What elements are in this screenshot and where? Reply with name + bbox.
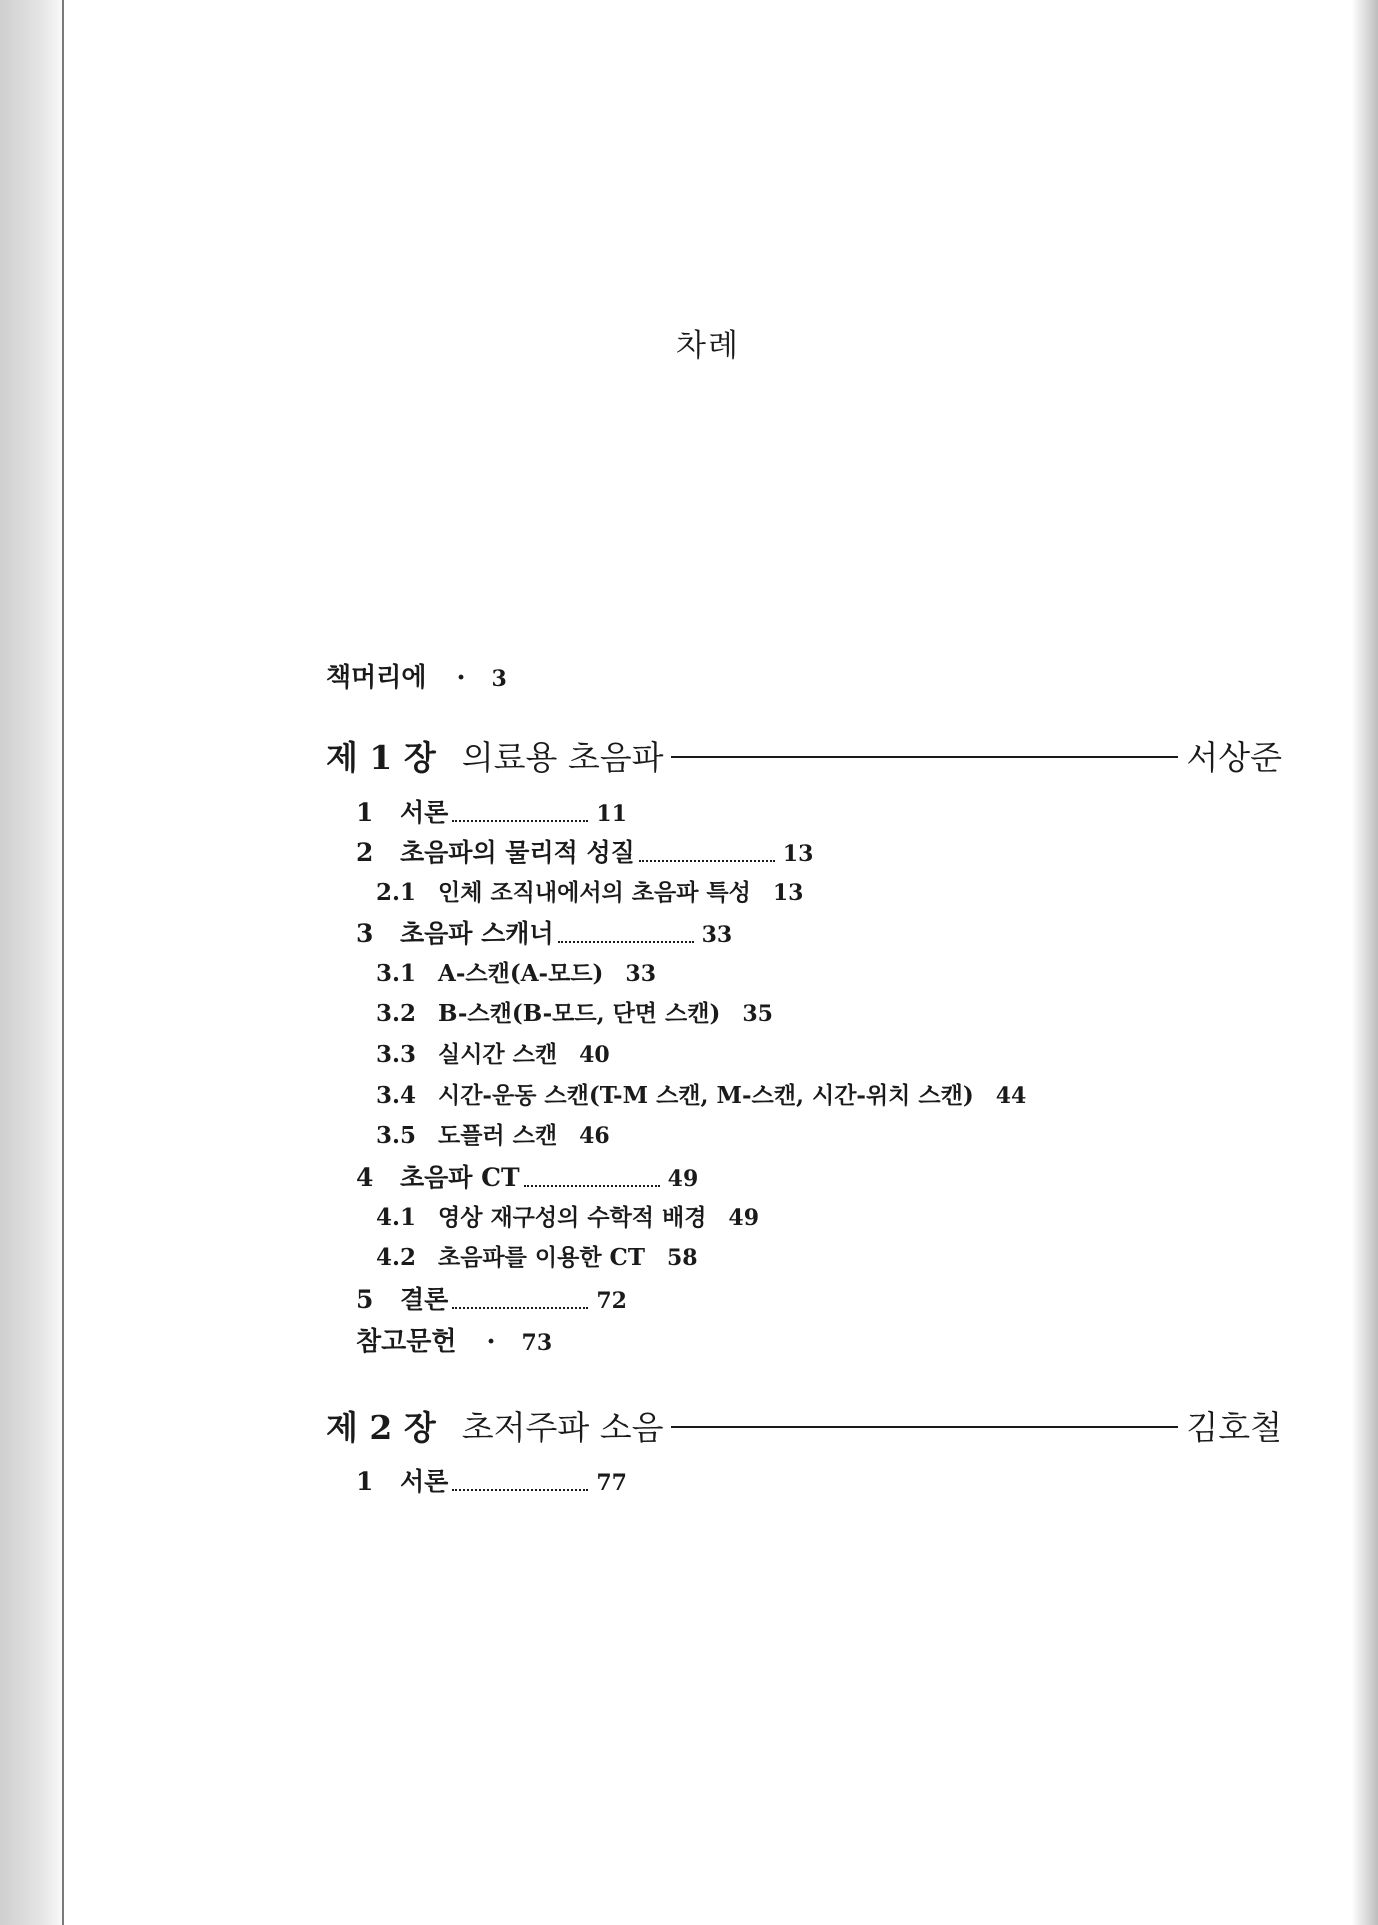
entry-number: 1 — [356, 1467, 374, 1496]
chapter-2-number: 제 2 장 — [326, 1407, 436, 1447]
toc-subentry — [376, 955, 656, 988]
page-shadow-left — [0, 0, 62, 1925]
chapter-2-heading — [326, 1403, 1282, 1447]
subentry-number: 4.1 — [376, 1204, 417, 1231]
chapter-2-author: 김호철 — [1186, 1407, 1282, 1447]
toc-entry — [356, 1158, 698, 1194]
references-separator: · — [486, 1327, 496, 1357]
subentry-label: 실시간 스캔 — [438, 1041, 558, 1068]
subentry-number: 3.1 — [376, 960, 417, 987]
entry-number: 4 — [356, 1163, 374, 1192]
chapter-2-title: 초저주파 소음 — [461, 1407, 664, 1447]
subentry-number: 3.4 — [376, 1082, 417, 1109]
entry-page: 77 — [596, 1470, 627, 1496]
subentry-page: 49 — [728, 1205, 760, 1231]
subentry-page: 35 — [742, 1001, 773, 1027]
page-shadow-right — [1352, 0, 1378, 1925]
front-matter-entry — [326, 657, 507, 694]
chapter-1-title: 의료용 초음파 — [461, 737, 664, 777]
front-matter-separator: · — [456, 663, 466, 693]
front-matter-page: 3 — [491, 666, 507, 692]
entry-page: 11 — [596, 801, 627, 827]
references-page: 73 — [521, 1330, 553, 1356]
chapter-1-rule — [671, 756, 1178, 758]
subentry-page: 58 — [666, 1245, 698, 1271]
toc-entry — [356, 793, 627, 829]
entry-number: 2 — [356, 838, 374, 867]
toc-subentry — [376, 995, 773, 1028]
subentry-number: 4.2 — [376, 1244, 417, 1271]
references-label: 참고문헌 — [356, 1327, 457, 1357]
subentry-number: 2.1 — [376, 879, 417, 906]
dot-leader — [558, 929, 694, 943]
entry-label: 초음파의 물리적 성질 — [400, 838, 635, 867]
toc-subentry — [376, 1239, 698, 1272]
entry-page: 72 — [596, 1288, 627, 1314]
entry-label: 서론 — [400, 798, 449, 827]
toc-entry — [356, 1280, 627, 1316]
toc-subentry — [376, 1036, 610, 1069]
toc-entry — [356, 914, 732, 950]
entry-label: 초음파 CT — [400, 1163, 520, 1192]
dot-leader — [452, 1295, 588, 1309]
subentry-label: A-스캔(A-모드) — [438, 960, 604, 987]
toc-subentry — [376, 1117, 610, 1150]
references-entry — [356, 1321, 552, 1358]
entry-page: 13 — [782, 841, 814, 867]
subentry-label: 도플러 스캔 — [438, 1122, 558, 1149]
dot-leader — [452, 808, 588, 822]
subentry-label: 인체 조직내에서의 초음파 특성 — [438, 879, 751, 906]
subentry-page: 40 — [579, 1042, 610, 1068]
subentry-page: 44 — [995, 1083, 1027, 1109]
toc-entry — [356, 833, 813, 869]
dot-leader — [639, 848, 775, 862]
front-matter-label: 책머리에 — [326, 663, 427, 693]
chapter-1-heading — [326, 733, 1282, 777]
subentry-number: 3.5 — [376, 1122, 417, 1149]
chapter-1-author: 서상준 — [1186, 737, 1282, 777]
document-page — [64, 0, 1352, 1925]
toc-subentry — [376, 874, 803, 907]
subentry-number: 3.3 — [376, 1041, 417, 1068]
dot-leader — [524, 1173, 660, 1187]
entry-page: 49 — [667, 1166, 699, 1192]
entry-number: 3 — [356, 919, 374, 948]
entry-number: 1 — [356, 798, 374, 827]
subentry-label: 영상 재구성의 수학적 배경 — [438, 1204, 707, 1231]
toc-subentry — [376, 1199, 759, 1232]
entry-label: 결론 — [400, 1285, 449, 1314]
toc-subentry — [376, 1077, 1026, 1110]
entry-page: 33 — [701, 922, 733, 948]
entry-number: 5 — [356, 1285, 374, 1314]
subentry-label: 시간-운동 스캔(T-M 스캔, M-스캔, 시간-위치 스캔) — [438, 1082, 974, 1109]
subentry-label: 초음파를 이용한 CT — [438, 1244, 645, 1271]
subentry-page: 46 — [579, 1123, 610, 1149]
subentry-label: B-스캔(B-모드, 단면 스캔) — [438, 1000, 721, 1027]
entry-label: 서론 — [400, 1467, 449, 1496]
subentry-number: 3.2 — [376, 1000, 417, 1027]
entry-label: 초음파 스캐너 — [400, 919, 554, 948]
chapter-2-rule — [671, 1426, 1178, 1428]
chapter-1-number: 제 1 장 — [326, 737, 436, 777]
subentry-page: 33 — [625, 961, 657, 987]
toc-title: 차례 — [676, 328, 740, 364]
subentry-page: 13 — [772, 880, 804, 906]
dot-leader — [452, 1477, 588, 1491]
toc-entry — [356, 1462, 627, 1498]
